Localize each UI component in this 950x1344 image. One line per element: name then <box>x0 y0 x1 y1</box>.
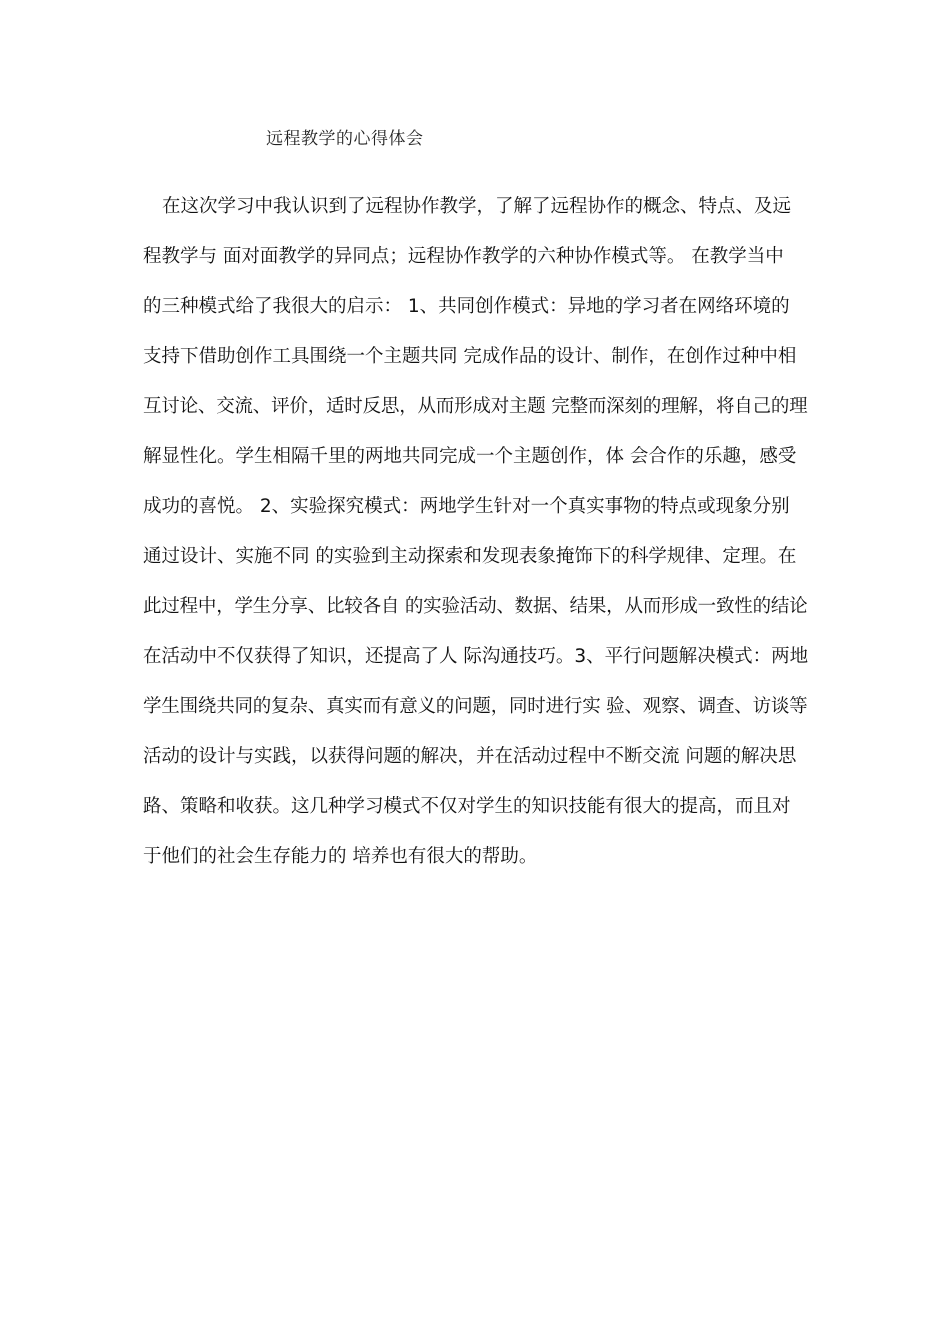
paragraph-line: 支持下借助创作工具围绕一个主题共同 完成作品的设计、制作，在创作过种中相 <box>143 346 797 367</box>
paragraph-line: 通过设计、实施不同 的实验到主动探索和发现表象掩饰下的科学规律、定理。在 <box>143 546 797 567</box>
paragraph-line: 路、策略和收获。这几种学习模式不仅对学生的知识技能有很大的提高，而且对 <box>143 796 791 817</box>
paragraph-line: 互讨论、交流、评价，适时反思，从而形成对主题 完整而深刻的理解，将自己的理 <box>143 396 808 417</box>
paragraph-line: 于他们的社会生存能力的 培养也有很大的帮助。 <box>143 846 538 867</box>
paragraph-line: 程教学与 面对面教学的异同点；远程协作教学的六种协作模式等。 在教学当中 <box>143 246 784 267</box>
paragraph-line: 的三种模式给了我很大的启示： 1、共同创作模式：异地的学习者在网络环境的 <box>143 296 790 317</box>
paragraph-line: 在活动中不仅获得了知识，还提高了人 际沟通技巧。3、平行问题解决模式：两地 <box>143 646 809 667</box>
document-body <box>143 182 809 882</box>
paragraph-line: 活动的设计与实践，以获得问题的解决，并在活动过程中不断交流 问题的解决思 <box>143 746 797 767</box>
paragraph-line: 成功的喜悦。 2、实验探究模式：两地学生针对一个真实事物的特点或现象分别 <box>143 496 790 517</box>
paragraph-line: 解显性化。学生相隔千里的两地共同完成一个主题创作，体 会合作的乐趣，感受 <box>143 446 797 467</box>
paragraph-line: 此过程中，学生分享、比较各自 的实验活动、数据、结果，从而形成一致性的结论 <box>143 596 808 617</box>
paragraph-line: 学生围绕共同的复杂、真实而有意义的问题，同时进行实 验、观察、调查、访谈等 <box>143 696 808 717</box>
paragraph-line: 在这次学习中我认识到了远程协作教学，了解了远程协作的概念、特点、及远 <box>162 196 792 217</box>
document-title: 远程教学的心得体会 <box>266 129 424 149</box>
